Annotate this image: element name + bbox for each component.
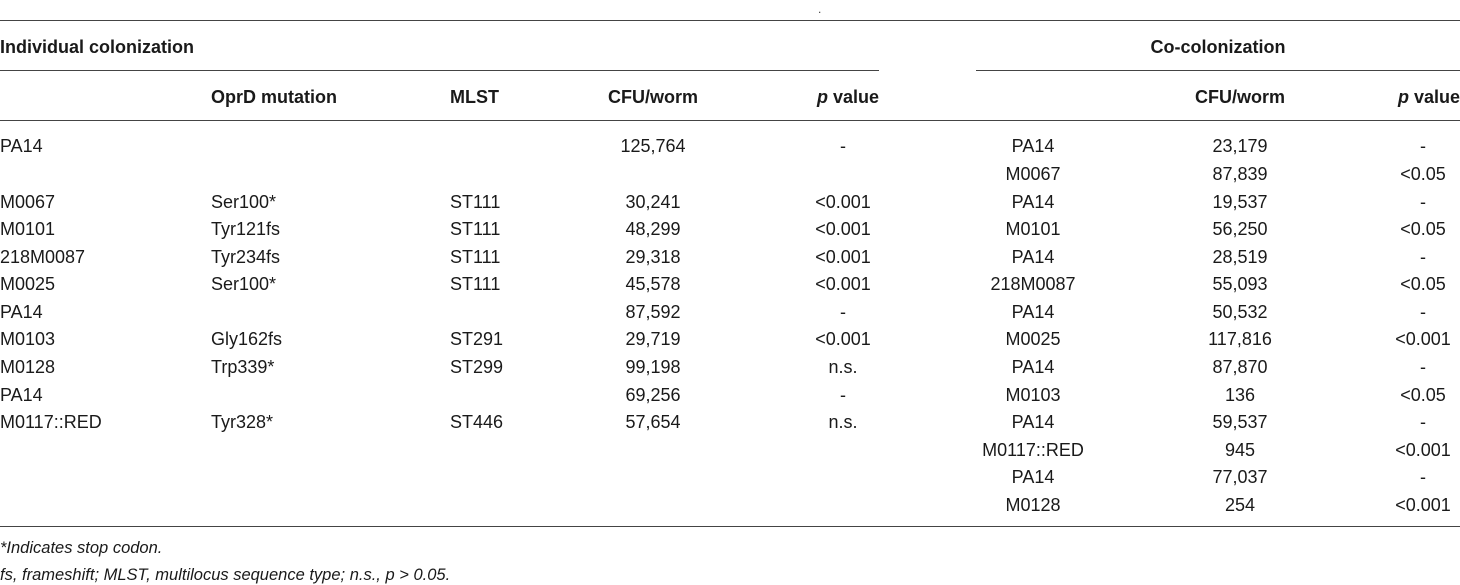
right-row-p-value: - (1420, 467, 1426, 487)
left-row-p-value: <0.001 (815, 329, 871, 349)
left-row-mlst: ST446 (450, 412, 504, 432)
left-row-cfu: 69,256 (625, 385, 681, 405)
right-row-p-value: - (1420, 302, 1426, 322)
left-row-p-value: <0.001 (815, 247, 871, 267)
footnote-stop-codon: *Indicates stop codon. (0, 539, 163, 557)
left-row-cfu: 125,764 (620, 136, 686, 156)
left-row-strain: M0128 (0, 357, 56, 377)
left-row-strain: PA14 (0, 136, 43, 156)
left-row-cfu: 29,318 (625, 247, 681, 267)
right-row-cfu: 77,037 (1212, 467, 1268, 487)
left-row-strain: 218M0087 (0, 247, 86, 267)
left-row-oprd-mutation: Ser100* (211, 274, 277, 294)
right-row-strain: M0101 (1005, 219, 1061, 239)
right-row-p-value: - (1420, 247, 1426, 267)
left-row-strain: M0067 (0, 192, 56, 212)
left-row-p-value: <0.001 (815, 219, 871, 239)
left-row-cfu: 45,578 (625, 274, 681, 294)
right-row-p-value: <0.05 (1400, 164, 1446, 184)
right-row-strain: M0128 (1005, 495, 1061, 515)
right-row-p-value: <0.05 (1400, 385, 1446, 405)
right-row-cfu: 55,093 (1212, 274, 1268, 294)
left-row-strain: PA14 (0, 302, 43, 322)
right-row-strain: PA14 (1011, 412, 1055, 432)
header-cfu-left: CFU/worm (608, 87, 698, 107)
right-row-p-value: - (1420, 136, 1426, 156)
right-row-strain: M0067 (1005, 164, 1061, 184)
left-row-cfu: 99,198 (625, 357, 681, 377)
left-row-strain: M0117::RED (0, 412, 102, 432)
right-row-strain: PA14 (1011, 302, 1055, 322)
left-row-mlst: ST291 (450, 329, 504, 349)
left-row-p-value: - (840, 136, 846, 156)
left-row-cfu: 57,654 (625, 412, 681, 432)
left-row-p-value: <0.001 (815, 274, 871, 294)
right-row-strain: M0117::RED (982, 440, 1084, 460)
right-row-cfu: 945 (1224, 440, 1256, 460)
group-header-cocolonization: Co-colonization (1150, 37, 1286, 57)
left-row-cfu: 30,241 (625, 192, 681, 212)
left-row-oprd-mutation: Gly162fs (211, 329, 283, 349)
left-row-oprd-mutation: Trp339* (211, 357, 275, 377)
left-row-p-value: - (840, 302, 846, 322)
header-p-value-right: p value (1397, 87, 1460, 107)
right-row-cfu: 87,870 (1212, 357, 1268, 377)
bottom-rule (0, 526, 1460, 527)
right-row-cfu: 117,816 (1208, 329, 1272, 349)
header-cfu-right: CFU/worm (1195, 87, 1285, 107)
right-row-p-value: - (1420, 412, 1426, 432)
header-rule (0, 120, 1460, 121)
group-rule-right (976, 70, 1460, 71)
header-oprd-mutation: OprD mutation (211, 87, 337, 107)
right-row-cfu: 50,532 (1212, 302, 1268, 322)
right-row-cfu: 28,519 (1212, 247, 1268, 267)
right-row-p-value: <0.001 (1395, 440, 1451, 460)
right-row-cfu: 56,250 (1212, 219, 1268, 239)
right-row-cfu: 19,537 (1212, 192, 1268, 212)
left-row-strain: PA14 (0, 385, 43, 405)
left-row-oprd-mutation: Tyr328* (211, 412, 274, 432)
footnote-abbreviations: fs, frameshift; MLST, multilocus sequence type; n.s., p > 0.05. (0, 566, 451, 584)
left-row-p-value: - (840, 385, 846, 405)
right-row-strain: 218M0087 (990, 274, 1076, 294)
table-caption-dot: . (818, 2, 822, 16)
right-row-cfu: 136 (1224, 385, 1256, 405)
right-row-strain: M0103 (1005, 385, 1061, 405)
left-row-strain: M0025 (0, 274, 56, 294)
right-row-strain: PA14 (1011, 247, 1055, 267)
right-row-p-value: <0.001 (1395, 495, 1451, 515)
right-row-strain: M0025 (1005, 329, 1061, 349)
right-row-strain: PA14 (1011, 467, 1055, 487)
right-row-strain: PA14 (1011, 136, 1055, 156)
right-row-p-value: <0.001 (1395, 329, 1451, 349)
top-rule (0, 20, 1460, 21)
left-row-cfu: 48,299 (625, 219, 681, 239)
left-row-oprd-mutation: Ser100* (211, 192, 277, 212)
left-row-oprd-mutation: Tyr121fs (211, 219, 281, 239)
right-row-p-value: <0.05 (1400, 274, 1446, 294)
group-header-individual: Individual colonization (0, 37, 195, 57)
left-row-mlst: ST111 (450, 274, 501, 294)
right-row-cfu: 254 (1224, 495, 1256, 515)
left-row-mlst: ST111 (450, 192, 501, 212)
right-row-cfu: 23,179 (1212, 136, 1268, 156)
left-row-p-value: <0.001 (815, 192, 871, 212)
left-row-p-value: n.s. (828, 412, 858, 432)
left-row-strain: M0103 (0, 329, 56, 349)
left-row-cfu: 29,719 (625, 329, 681, 349)
left-row-strain: M0101 (0, 219, 56, 239)
left-row-cfu: 87,592 (625, 302, 681, 322)
left-row-mlst: ST111 (450, 219, 501, 239)
header-mlst: MLST (450, 87, 499, 107)
left-row-p-value: n.s. (828, 357, 858, 377)
header-p-value-left: p value (816, 87, 879, 107)
right-row-strain: PA14 (1011, 357, 1055, 377)
right-row-p-value: - (1420, 192, 1426, 212)
left-row-oprd-mutation: Tyr234fs (211, 247, 281, 267)
right-row-p-value: <0.05 (1400, 219, 1446, 239)
left-row-mlst: ST299 (450, 357, 504, 377)
right-row-cfu: 87,839 (1212, 164, 1268, 184)
right-row-strain: PA14 (1011, 192, 1055, 212)
right-row-cfu: 59,537 (1212, 412, 1268, 432)
right-row-p-value: - (1420, 357, 1426, 377)
left-row-mlst: ST111 (450, 247, 501, 267)
group-rule-left (0, 70, 879, 71)
